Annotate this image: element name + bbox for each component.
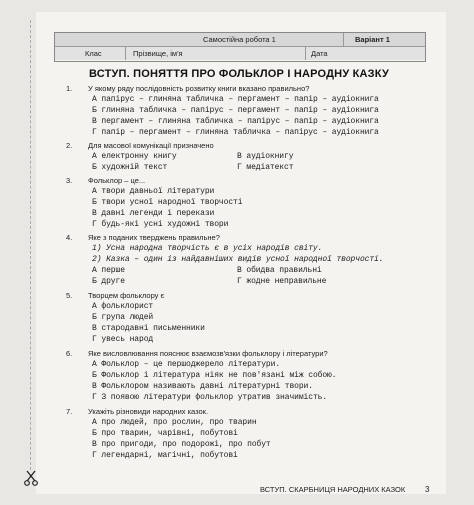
option-q1-c[interactable]: В пергамент – глиняна табличка – папірус – папір – аудіокнига <box>92 117 379 126</box>
question-2: 2. Для масової комунікації призначено <box>66 141 214 150</box>
option-q5-d[interactable]: Г увесь народ <box>92 335 154 344</box>
running-footer: ВСТУП. СКАРБНИЦЯ НАРОДНИХ КАЗОК <box>260 485 406 494</box>
option-q4-d[interactable]: Г жодне неправильне <box>237 277 327 286</box>
header-top-row <box>55 33 425 47</box>
class-label: Клас <box>85 49 102 58</box>
header-divider <box>343 33 344 46</box>
option-q6-a[interactable]: А Фольклор – це першоджерело літератури. <box>92 360 281 369</box>
section-title: ВСТУП. ПОНЯТТЯ ПРО ФОЛЬКЛОР І НАРОДНУ КАЗКУ <box>89 68 389 80</box>
option-q6-b[interactable]: Б Фольклор і література ніяк не пов'язані між собою. <box>92 371 337 380</box>
date-label: Дата <box>311 49 328 58</box>
option-q3-a[interactable]: А твори давньої літератури <box>92 187 215 196</box>
header-divider <box>305 47 306 60</box>
option-q4-c[interactable]: В обидва правильні <box>237 266 322 275</box>
option-q6-c[interactable]: В Фольклором називають давні літературні твори. <box>92 382 313 391</box>
question-1: 1. У якому ряду послідовність розвитку книги вказано правильно? <box>66 84 310 93</box>
option-q7-b[interactable]: Б про тварин, чарівні, побутові <box>92 429 238 438</box>
statement-2: 2) Казка – один із найдавніших видів усної народної творчості. <box>92 255 384 264</box>
option-q3-c[interactable]: В давні легенди і перекази <box>92 209 215 218</box>
question-4: 4. Яке з поданих тверджень правильне? <box>66 233 220 242</box>
option-q5-c[interactable]: В стародавні письменники <box>92 324 205 333</box>
option-q2-d[interactable]: Г медіатекст <box>237 163 294 172</box>
option-q3-d[interactable]: Г будь-які усні художні твори <box>92 220 229 229</box>
work-title: Самостійна робота 1 <box>203 35 276 44</box>
option-q6-d[interactable]: Г З появою літератури фольклор утратив значимість. <box>92 393 328 402</box>
option-q3-b[interactable]: Б твори усної народної творчості <box>92 198 243 207</box>
option-q5-a[interactable]: А фольклорист <box>92 302 154 311</box>
question-5: 5. Творцем фольклору є <box>66 291 165 300</box>
option-q2-a[interactable]: А електронну книгу <box>92 152 177 161</box>
page-number: 3 <box>425 485 430 494</box>
option-q7-d[interactable]: Г легендарні, магічні, побутові <box>92 451 238 460</box>
option-q7-c[interactable]: В про пригоди, про подорожі, про побут <box>92 440 271 449</box>
option-q2-b[interactable]: Б художній текст <box>92 163 168 172</box>
option-q1-a[interactable]: А папірус – глиняна табличка – пергамент – папір – аудіокнига <box>92 95 379 104</box>
option-q5-b[interactable]: Б група людей <box>92 313 154 322</box>
question-7: 7. Укажіть різновиди народних казок. <box>66 407 209 416</box>
option-q4-b[interactable]: Б друге <box>92 277 125 286</box>
header-divider <box>125 47 126 60</box>
option-q1-d[interactable]: Г папір – пергамент – глиняна табличка – папірус – аудіокнига <box>92 128 379 137</box>
statement-1: 1) Усна народна творчість є в усіх народів світу. <box>92 244 323 253</box>
cut-line <box>30 20 31 470</box>
variant-label: Варіант 1 <box>355 35 390 44</box>
question-6: 6. Яке висловлювання пояснює взаємозв'язки фольклору і літератури? <box>66 349 328 358</box>
option-q7-a[interactable]: А про людей, про рослин, про тварин <box>92 418 257 427</box>
scissors-icon <box>24 470 38 486</box>
option-q1-b[interactable]: Б глиняна табличка – папірус – пергамент – папір – аудіокнига <box>92 106 379 115</box>
option-q4-a[interactable]: А перше <box>92 266 125 275</box>
question-3: 3. Фольклор – це... <box>66 176 146 185</box>
name-label: Прізвище, ім'я <box>133 49 183 58</box>
option-q2-c[interactable]: В аудіокнигу <box>237 152 294 161</box>
student-header-table <box>54 32 426 62</box>
header-bottom-row <box>55 47 425 60</box>
